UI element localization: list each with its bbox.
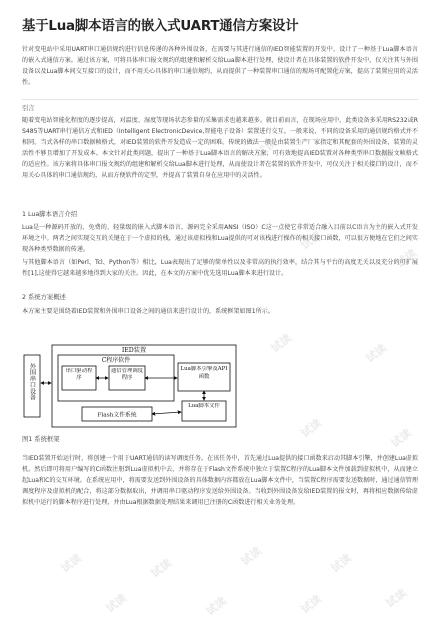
- system-framework-diagram: [22, 341, 240, 429]
- watermark: 试读: [203, 594, 229, 619]
- watermark: 试读: [58, 551, 84, 576]
- system-framework-figure: [22, 341, 240, 429]
- c-program-label: C程序软件: [101, 357, 131, 364]
- watermark: 试读: [363, 341, 389, 366]
- watermark: 试读: [298, 228, 324, 253]
- section-1-heading: 1 Lua脚本语言介绍: [22, 211, 78, 218]
- section-1-paragraph-1: Lua是一种源码开放的、免费的、轻量级的嵌入式脚本语言，源码完全采用ANSI（ISO）C这一点使它非常适合融入目前以C语言为主的嵌入式开发环境之中。两者之间实现交互的关键在于一个虚拟的栈，通过该虚拟栈和Lua提供的可对该栈进行操作的相关接口函数，可以很方便地在它们之间实现各种类型数据的传递。: [22, 224, 418, 253]
- watermark: 试读: [383, 586, 409, 611]
- watermark: 试读: [328, 56, 354, 81]
- article-title: 基于Lua脚本语言的嵌入式UART通信方案设计: [22, 19, 299, 34]
- lua-engine-label: Lua脚本引擎及API函数: [180, 366, 228, 380]
- uart-driver-label: 串口驱动程序: [65, 368, 93, 381]
- watermark: 试读: [268, 331, 294, 356]
- watermark: 试读: [238, 544, 264, 569]
- peripheral-device-label: 外围串口设备: [28, 363, 36, 401]
- section-2-heading: 2 系统方案概述: [22, 294, 66, 301]
- section-2-paragraph-2: 当IED装置开始运行时，将创建一个用于UART通信的读写调度任务。在该任务中，首先通过Lua提供的接口函数来启动其脚本引擎，并创建Lua虚拟机。然后即可将用户编写的C函数注册到Lua虚拟机中去，并将存在于Flash文件系统中独立于装置C程序的Lua脚本文件加载到虚拟机中，从而建立起Lua和C的交互环境。在系统应用中，将需要发送到外围设备的具体数据内容都放在Lua脚本文件中，当装置C程序需要发送数据时，通过通信管理调度程序及虚拟机的配合，将这部分数据取出，并调用串口驱动程序发送给外围设备。当收到外围设备发给IED装置的报文时，再将相应数据传给虚拟机中运行的脚本程序进行处理，并由Lua根据数据处理结果来调用已注册的C函数进行相关业务处理。: [22, 455, 418, 506]
- watermark: 试读: [148, 556, 174, 581]
- watermark: 试读: [298, 592, 324, 617]
- lua-file-label: Lua脚本文件: [188, 403, 220, 409]
- watermark: 试读: [103, 591, 129, 616]
- divider: [22, 99, 418, 100]
- watermark: 试读: [368, 146, 394, 171]
- figure-caption: 图1 系统框架: [22, 436, 60, 443]
- comm-manager-label: 通信管理调度程序: [110, 368, 144, 381]
- watermark: 试读: [393, 246, 419, 271]
- watermark: 试读: [328, 551, 354, 576]
- flash-fs-label: Flash文件系统: [97, 412, 137, 419]
- watermark: 试读: [388, 426, 414, 451]
- intro-paragraph: 随着变电站智能化程度的逐步提高，对温度、湿度等现场状态参量的采集需求也越来越多。就目前而言，在现场应用中，此类设备多采用RS232或RS485等UART串行通信方式和IED（Intelligent ElectronicDevice,智能电子设备）装置进行交互。一般来说，不同的设备采用的通信规约格式并不相同。当式各样的串口数据帧格式，对IED装置的软件开发造成一定的困难。传统的做法一般是由装置生产厂家指定和其配套的外围设备，装置的灵活性不够且增加了开发成本。本文针对此类问题，提出了一种基于Lua脚本语言的解决方案，可有效地提高IED装置对各种类型串口数据报文帧格式的适应性。该方案将具体串口报文规约的组建和解析交给Lua脚本进行处理，从而使设计者在装置的软件开发中，可仅关注于相关接口的设计，而不用关心具体的串口通信规约，从而方便软件的定型，并提高了装置自身在应用中的灵活性。: [22, 117, 418, 179]
- abstract-paragraph: 针对变电站中采用UART串口通信规约进行信息传递的各种外围设备，在需要与其进行通信的IED智能装置的开发中，设计了一种基于Lua脚本语言的嵌入式通信方案。通过该方案，可将具体串口报文规约的组建和解析交给Lua脚本进行处理，使设计者在具体装置的软件开发中，仅关注其与外围设备以及Lua脚本间交互接口的设计，而不用关心具体的串口通信规约，从而提供了一种装置串口通信的现场可配置化方案，提高了装置应用的灵活性。: [22, 46, 418, 86]
- ied-title: IED装置: [121, 347, 147, 354]
- section-2-paragraph-1: 本方案主要是围绕着IED装置和外围串口设备之间的通信来进行设计的，系统框架如图1所示。: [22, 308, 274, 315]
- watermark: 试读: [298, 416, 324, 441]
- intro-heading: 引言: [22, 105, 35, 112]
- section-1-paragraph-2: 与其他脚本语言（如Perl、Tcl、Python等）相比，Lua表现出了足够的简单性以及非常高的执行效率，结合其与平台的高度无关以及充分的可扩展性[1],这使得它越来越多地得到大家的关注。因此，在本文的方案中优先选用Lua脚本来进行设计。: [22, 259, 418, 277]
- watermark: 试读: [253, 136, 279, 161]
